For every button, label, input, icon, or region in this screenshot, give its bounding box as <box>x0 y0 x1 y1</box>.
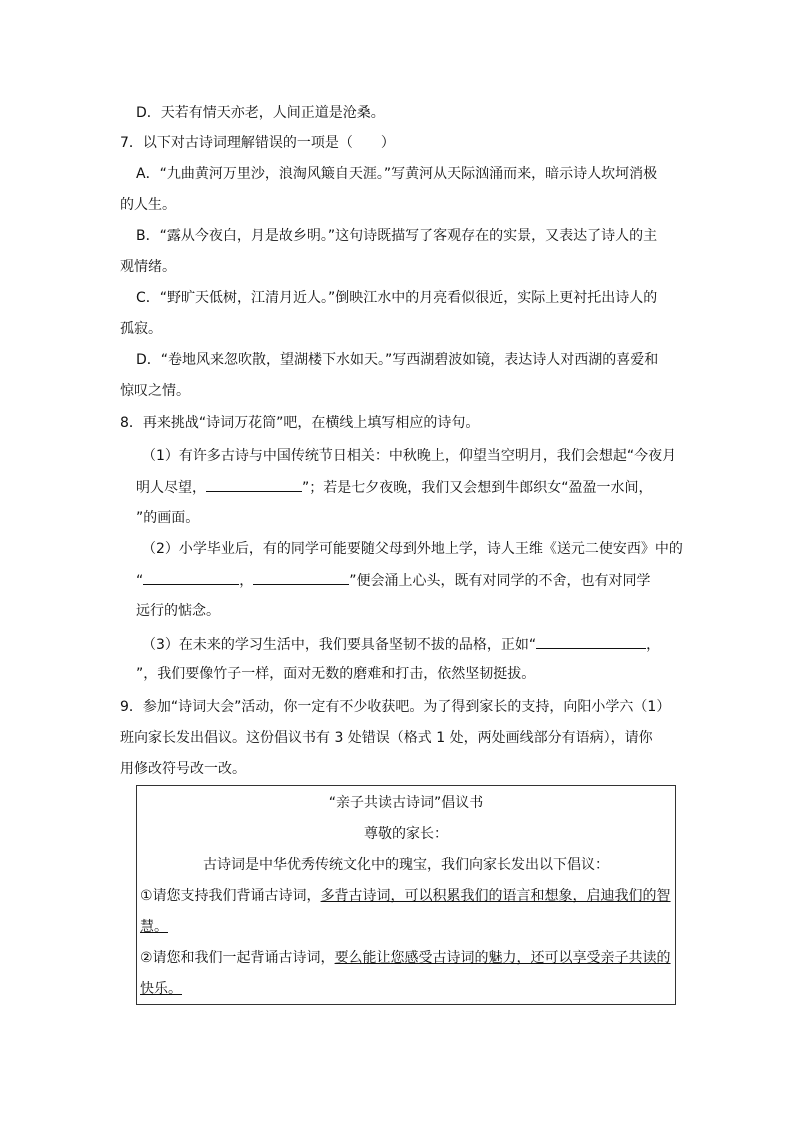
q6-option-d: D．天若有情天亦老，人间正道是沧桑。 <box>136 105 385 121</box>
q7-option-c-cont: 孤寂。 <box>120 321 162 337</box>
q8-part2-text: ”便会涌上心头，既有对同学的不舍，也有对同学 <box>349 573 651 589</box>
q8-part2: （2）小学毕业后，有的同学可能要随父母到外地上学，诗人王维《送元二使安西》中的 <box>142 541 683 557</box>
proposal-item-1 <box>140 886 671 906</box>
proposal-item-2-cont: 快乐。 <box>140 981 182 997</box>
q8-part1-line2 <box>136 477 653 498</box>
q9-stem-line3: 用修改符号改一改。 <box>120 761 246 777</box>
q8-part1-line3: ”的画面。 <box>136 510 200 526</box>
q8-part1: （1）有许多古诗与中国传统节日相关：中秋晚上，仰望当空明月，我们会想起“今夜月 <box>142 448 677 464</box>
q7-option-d-cont: 惊叹之情。 <box>120 383 190 399</box>
q8-stem: 8．再来挑战“诗词万花筒”吧，在横线上填写相应的诗句。 <box>120 415 480 431</box>
answer-blank[interactable] <box>206 477 302 492</box>
q8-part3-line2: ”，我们要像竹子一样，面对无数的磨难和打击，依然坚韧挺拔。 <box>136 666 536 682</box>
answer-blank[interactable] <box>253 570 349 585</box>
comma: ， <box>239 573 254 589</box>
underlined-sentence: 要么能让您感受古诗词的魅力，还可以享受亲子共读的 <box>334 950 671 966</box>
q7-option-b: B．“露从今夜白，月是故乡明。”这句诗既描写了客观存在的实景，又表达了诗人的主 <box>136 228 658 244</box>
comma: ， <box>646 637 661 653</box>
q9-stem: 9．参加“诗词大会”活动，你一定有不少收获吧。为了得到家长的支持，向阳小学六（1） <box>120 699 671 715</box>
q7-option-d: D．“卷地风来忽吹散，望湖楼下水如天。”写西湖碧波如镜，表达诗人对西湖的喜爱和 <box>136 352 659 368</box>
q8-part2-line3: 远行的惦念。 <box>136 603 220 619</box>
answer-blank[interactable] <box>536 634 646 649</box>
answer-blank[interactable] <box>143 570 239 585</box>
q8-part3-text: （3）在未来的学习生活中，我们要具备坚韧不拔的品格，正如“ <box>142 637 537 653</box>
proposal-intro: 古诗词是中华优秀传统文化中的瑰宝，我们向家长发出以下倡议： <box>203 857 609 873</box>
q7-stem: 7．以下对古诗词理解错误的一项是（ ） <box>120 135 395 151</box>
q9-stem-line2: 班向家长发出倡议。这份倡议书有 3 处错误（格式 1 处，两处画线部分有语病），请你 <box>120 730 653 746</box>
quote-open: “ <box>136 573 144 589</box>
proposal-greeting: 尊敬的家长： <box>364 826 448 842</box>
proposal-item-1-cont: 慧。 <box>140 919 168 935</box>
q7-option-c: C．“野旷天低树，江清月近人。”倒映江水中的月亮看似很近，实际上更衬托出诗人的 <box>136 290 658 306</box>
q8-part3 <box>142 634 660 655</box>
q7-option-b-cont: 观情绪。 <box>120 259 176 275</box>
item-text: ①请您支持我们背诵古诗词， <box>140 888 321 904</box>
underlined-sentence: 多背古诗词，可以积累我们的语言和想象，启迪我们的智 <box>320 888 671 904</box>
q8-part1-text-2: ”；若是七夕夜晚，我们又会想到牛郎织女“盈盈一水间， <box>302 480 653 496</box>
q8-part1-text: 明人尽望， <box>136 480 206 496</box>
q8-part2-line2 <box>136 570 651 591</box>
proposal-item-2 <box>140 948 671 968</box>
q7-option-a: A．“九曲黄河万里沙，浪淘风簸自天涯。”写黄河从天际汹涌而来，暗示诗人坎坷消极 <box>136 166 658 182</box>
proposal-title: “亲子共读古诗词”倡议书 <box>328 795 484 811</box>
q7-option-a-cont: 的人生。 <box>120 197 176 213</box>
item-text: ②请您和我们一起背诵古诗词， <box>140 950 335 966</box>
